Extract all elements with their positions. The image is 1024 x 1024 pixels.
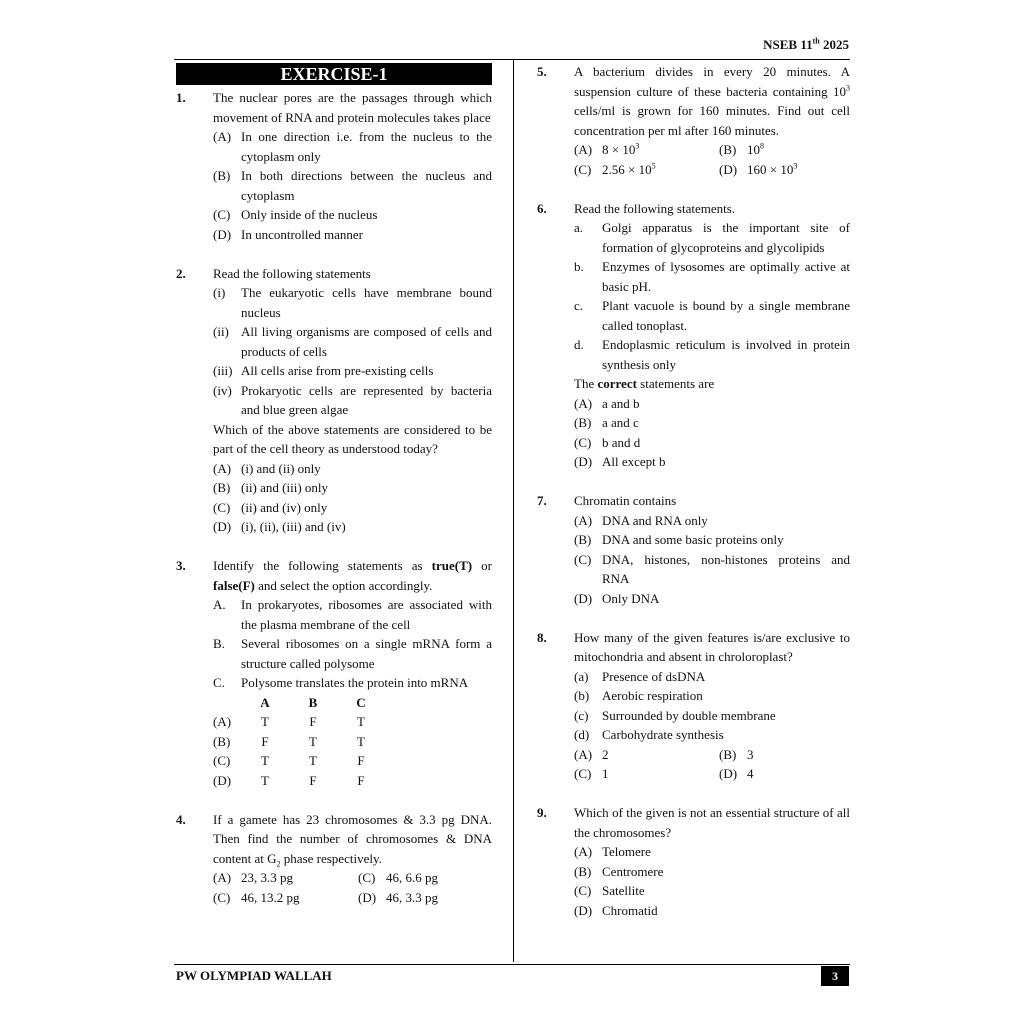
feature-label: (a) bbox=[574, 668, 589, 684]
option-text: 46, 13.2 pg bbox=[241, 889, 300, 905]
statement-label: a. bbox=[574, 220, 584, 235]
question-2 bbox=[176, 264, 492, 537]
feature-b bbox=[574, 686, 850, 706]
question-text-part: or bbox=[472, 558, 492, 573]
option-a bbox=[574, 394, 850, 414]
statement-b bbox=[213, 634, 492, 673]
feature-text: Carbohydrate synthesis bbox=[602, 727, 724, 742]
option-text: Only DNA bbox=[602, 590, 660, 606]
option-c-2 bbox=[213, 888, 358, 908]
option-text: $160 \times 10^3$ bbox=[747, 161, 798, 177]
option-text: DNA and some basic proteins only bbox=[602, 532, 784, 547]
question-text bbox=[574, 62, 850, 140]
question-6 bbox=[537, 199, 850, 472]
footer-brand: PW OLYMPIAD WALLAH bbox=[176, 968, 332, 983]
question-9 bbox=[537, 803, 850, 920]
option-d bbox=[574, 901, 850, 921]
statement-a bbox=[574, 218, 850, 257]
truth-table-header bbox=[213, 693, 492, 713]
option-label: (B) bbox=[719, 142, 737, 157]
statement-text: Plant vacuole is bound by a single membrane called tonoplast. bbox=[602, 298, 850, 333]
option-c bbox=[574, 433, 850, 453]
option-text: 46, 3.3 pg bbox=[386, 889, 438, 905]
option-text: 2 bbox=[602, 746, 609, 762]
question-4 bbox=[176, 810, 492, 908]
question-number: 8. bbox=[537, 629, 547, 645]
option-b bbox=[574, 413, 850, 433]
question-text-part: Identify the following statements as bbox=[213, 558, 432, 573]
statement-label: (iii) bbox=[213, 363, 233, 378]
option-text: $8 \times 10^3$ bbox=[602, 141, 640, 157]
table-cell: T bbox=[357, 714, 365, 729]
question-text-part: phase respectively. bbox=[280, 850, 382, 866]
statement-c bbox=[213, 673, 492, 693]
table-cell: T bbox=[357, 733, 365, 749]
question-prompt: Which of the above statements are considered to be part of the cell theory as understood today? bbox=[213, 421, 492, 456]
option-a bbox=[213, 127, 492, 166]
table-cell: F bbox=[309, 772, 317, 788]
statement-label: A. bbox=[213, 597, 226, 612]
question-text-part: If a gamete has 23 chromosomes & 3.3 pg DNA. Then find the number of chromosomes & DNA content at G bbox=[213, 811, 492, 866]
option-text: Telomere bbox=[602, 844, 651, 859]
statement-label: C. bbox=[213, 675, 225, 690]
option-label: (B) bbox=[574, 532, 592, 547]
option-text: a and c bbox=[602, 415, 639, 430]
feature-label: (b) bbox=[574, 688, 590, 703]
question-3 bbox=[176, 556, 492, 790]
table-cell: T bbox=[309, 733, 317, 749]
table-row bbox=[213, 732, 492, 752]
feature-text: Presence of dsDNA bbox=[602, 668, 706, 684]
option-label: (C) bbox=[358, 870, 376, 885]
question-text bbox=[213, 556, 492, 595]
option-label: (C) bbox=[574, 551, 592, 567]
false-label: false(F) bbox=[213, 577, 255, 593]
option-text: a and b bbox=[602, 395, 640, 411]
option-label: (A) bbox=[574, 395, 593, 411]
table-cell: F bbox=[357, 753, 365, 768]
option-label: (C) bbox=[213, 499, 231, 515]
statement-iv bbox=[213, 381, 492, 420]
statement-d bbox=[574, 335, 850, 374]
option-label: (D) bbox=[213, 226, 232, 242]
option-c bbox=[574, 160, 719, 180]
option-label: (B) bbox=[574, 863, 592, 879]
option-text: Centromere bbox=[602, 863, 664, 879]
table-row bbox=[213, 712, 492, 732]
statement-label: d. bbox=[574, 337, 584, 352]
option-text: b and d bbox=[602, 434, 641, 450]
option-c bbox=[574, 550, 850, 589]
option-text: 46, 6.6 pg bbox=[386, 870, 438, 885]
option-d bbox=[719, 764, 850, 784]
option-label: (B) bbox=[719, 746, 737, 762]
option-label: (C) bbox=[574, 883, 592, 898]
statement-text: In prokaryotes, ribosomes are associated with the plasma membrane of the cell bbox=[241, 597, 492, 632]
footer-rule bbox=[174, 964, 850, 965]
row-label: (A) bbox=[213, 714, 232, 729]
page-number: 3 bbox=[821, 966, 849, 986]
question-number: 9. bbox=[537, 805, 547, 820]
question-text: Read the following statements bbox=[213, 265, 371, 281]
question-prompt bbox=[574, 374, 850, 394]
statement-text: The eukaryotic cells have membrane bound nucleus bbox=[241, 285, 492, 320]
statement-text: Several ribosomes on a single mRNA form a structure called polysome bbox=[241, 636, 492, 671]
question-text-part: The bbox=[574, 376, 598, 391]
option-text: Chromatid bbox=[602, 902, 658, 918]
statement-text: Enzymes of lysosomes are optimally active at basic pH. bbox=[602, 259, 850, 294]
row-label: (C) bbox=[213, 753, 231, 768]
option-b bbox=[719, 140, 850, 160]
exam-suffix: th bbox=[812, 36, 820, 46]
option-label: (B) bbox=[213, 168, 231, 183]
option-text: (ii) and (iv) only bbox=[241, 499, 328, 515]
option-label: (C) bbox=[574, 161, 592, 177]
option-text: In one direction i.e. from the nucleus to the cytoplasm only bbox=[241, 129, 492, 164]
feature-label: (d) bbox=[574, 727, 590, 742]
option-b bbox=[719, 745, 850, 765]
option-a bbox=[213, 868, 358, 888]
option-label: (A) bbox=[574, 746, 593, 762]
question-text: How many of the given features is/are exclusive to mitochondria and absent in chroloroplast? bbox=[574, 629, 850, 664]
feature-label: (c) bbox=[574, 707, 589, 723]
option-label: (C) bbox=[213, 207, 231, 222]
option-c bbox=[574, 881, 850, 901]
question-8 bbox=[537, 628, 850, 784]
option-label: (D) bbox=[719, 161, 738, 177]
question-number: 1. bbox=[176, 90, 186, 105]
option-a bbox=[574, 140, 719, 160]
option-c bbox=[213, 498, 492, 518]
statement-a bbox=[213, 595, 492, 634]
left-column bbox=[176, 88, 492, 907]
option-text: 23, 3.3 pg bbox=[241, 870, 293, 885]
emphasis: correct bbox=[597, 376, 637, 391]
question-text: The nuclear pores are the passages through which movement of RNA and protein molecules takes place bbox=[213, 90, 492, 125]
option-c-1 bbox=[358, 868, 492, 888]
option-label: (D) bbox=[213, 519, 232, 534]
options-grid bbox=[574, 140, 850, 179]
true-label: true(T) bbox=[431, 558, 473, 573]
question-1 bbox=[176, 88, 492, 244]
statement-label: B. bbox=[213, 636, 225, 651]
option-label: (C) bbox=[213, 889, 231, 905]
option-d bbox=[213, 517, 492, 537]
option-b bbox=[574, 530, 850, 550]
question-text-part: statements are bbox=[636, 376, 715, 391]
exam-name: NSEB 11 bbox=[763, 37, 813, 52]
option-text: (ii) and (iii) only bbox=[241, 480, 329, 495]
feature-text: Surrounded by double membrane bbox=[602, 707, 776, 723]
option-b bbox=[574, 862, 850, 882]
table-cell: F bbox=[261, 733, 269, 749]
statement-c bbox=[574, 296, 850, 335]
option-text: Only inside of the nucleus bbox=[241, 207, 378, 222]
feature-text: Aerobic respiration bbox=[602, 688, 703, 703]
statement-label: (i) bbox=[213, 285, 226, 300]
question-number: 4. bbox=[176, 811, 186, 827]
option-text: $2.56 \times 10^5$ bbox=[602, 161, 656, 177]
option-label: (D) bbox=[574, 454, 593, 469]
option-b bbox=[213, 478, 492, 498]
right-column bbox=[537, 62, 850, 920]
option-b bbox=[213, 166, 492, 205]
table-cell: T bbox=[261, 714, 269, 729]
feature-a bbox=[574, 667, 850, 687]
option-text: In both directions between the nucleus and cytoplasm bbox=[241, 168, 492, 203]
option-label: (C) bbox=[574, 434, 592, 450]
statement-label: b. bbox=[574, 259, 584, 274]
column-divider bbox=[513, 60, 514, 962]
question-text bbox=[213, 810, 492, 869]
option-label: (A) bbox=[574, 512, 593, 528]
question-5 bbox=[537, 62, 850, 179]
header-rule bbox=[174, 59, 850, 60]
option-text: 4 bbox=[747, 766, 754, 781]
option-d bbox=[213, 225, 492, 245]
option-d bbox=[358, 888, 492, 908]
feature-d bbox=[574, 725, 850, 745]
option-d bbox=[574, 589, 850, 609]
question-text: Which of the given is not an essential structure of all the chromosomes? bbox=[574, 805, 850, 840]
statement-label: c. bbox=[574, 298, 584, 313]
statement-b bbox=[574, 257, 850, 296]
statement-text: Endoplasmic reticulum is involved in protein synthesis only bbox=[602, 337, 850, 372]
table-cell: T bbox=[261, 772, 269, 788]
option-text: (i), (ii), (iii) and (iv) bbox=[241, 519, 346, 534]
option-d bbox=[719, 160, 850, 180]
exam-year: 2025 bbox=[819, 37, 849, 52]
option-a bbox=[574, 745, 719, 765]
statement-iii bbox=[213, 361, 492, 381]
option-a bbox=[574, 511, 850, 531]
question-text-part: and select the option accordingly. bbox=[254, 577, 433, 593]
option-label: (B) bbox=[574, 415, 592, 430]
table-cell: T bbox=[309, 753, 317, 768]
question-number: 6. bbox=[537, 200, 547, 216]
table-header: B bbox=[308, 694, 318, 710]
question-text: Chromatin contains bbox=[574, 493, 677, 508]
option-label: (D) bbox=[574, 902, 593, 918]
option-label: (D) bbox=[574, 590, 593, 606]
question-7 bbox=[537, 491, 850, 608]
statement-label: (ii) bbox=[213, 324, 229, 339]
statement-text: Prokaryotic cells are represented by bacteria and blue green algae bbox=[241, 382, 492, 417]
option-text: Satellite bbox=[602, 883, 645, 898]
option-label: (A) bbox=[574, 142, 593, 157]
option-text: DNA and RNA only bbox=[602, 512, 708, 528]
superscript: 3 bbox=[846, 83, 850, 93]
table-cell: F bbox=[309, 714, 317, 729]
statement-text: All cells arise from pre-existing cells bbox=[241, 363, 434, 378]
option-text: All except b bbox=[602, 454, 666, 469]
question-text-part: cells/ml is grown for 160 minutes. Find out cell concentration per ml after 160 minutes. bbox=[574, 103, 850, 138]
options-grid bbox=[574, 745, 850, 784]
question-number: 2. bbox=[176, 265, 186, 281]
feature-c bbox=[574, 706, 850, 726]
option-text: 1 bbox=[602, 766, 609, 781]
option-text: (i) and (ii) only bbox=[241, 460, 321, 476]
option-text: $10^8$ bbox=[747, 141, 764, 157]
statement-text: All living organisms are composed of cells and products of cells bbox=[241, 324, 492, 359]
question-text: Read the following statements. bbox=[574, 200, 736, 216]
statement-text: Golgi apparatus is the important site of formation of glycoproteins and glycolipids bbox=[602, 220, 850, 255]
question-text-part: A bacterium divides in every 20 minutes. A suspension culture of these bacteria containing 10 bbox=[574, 64, 850, 99]
statement-label: (iv) bbox=[213, 382, 232, 398]
table-row bbox=[213, 751, 492, 771]
option-a bbox=[213, 459, 492, 479]
option-label: (A) bbox=[574, 844, 593, 859]
exercise-title: EXERCISE-1 bbox=[176, 63, 492, 85]
option-text: DNA, histones, non-histones proteins and RNA bbox=[602, 551, 850, 586]
page-header bbox=[763, 37, 849, 53]
options-grid bbox=[213, 868, 492, 907]
option-label: (B) bbox=[213, 480, 231, 495]
option-c bbox=[574, 764, 719, 784]
option-label: (A) bbox=[213, 460, 232, 476]
statement-i bbox=[213, 283, 492, 322]
option-label: (A) bbox=[213, 129, 232, 144]
option-label: (D) bbox=[719, 766, 738, 781]
table-row bbox=[213, 771, 492, 791]
question-number: 5. bbox=[537, 64, 547, 79]
table-cell: F bbox=[357, 772, 365, 788]
subscript: 2 bbox=[276, 859, 281, 869]
table-cell: T bbox=[261, 753, 269, 768]
statement-text: Polysome translates the protein into mRNA bbox=[241, 675, 469, 690]
option-text: In uncontrolled manner bbox=[241, 226, 364, 242]
option-label: (A) bbox=[213, 870, 232, 885]
row-label: (D) bbox=[213, 772, 232, 788]
row-label: (B) bbox=[213, 733, 231, 749]
option-c bbox=[213, 205, 492, 225]
option-text: 3 bbox=[747, 746, 754, 762]
option-d bbox=[574, 452, 850, 472]
option-label: (D) bbox=[358, 889, 377, 905]
question-number: 7. bbox=[537, 493, 547, 508]
question-number: 3. bbox=[176, 558, 186, 573]
statement-ii bbox=[213, 322, 492, 361]
option-a bbox=[574, 842, 850, 862]
table-header: A bbox=[260, 694, 270, 710]
table-header: C bbox=[356, 694, 366, 710]
option-label: (C) bbox=[574, 766, 592, 781]
